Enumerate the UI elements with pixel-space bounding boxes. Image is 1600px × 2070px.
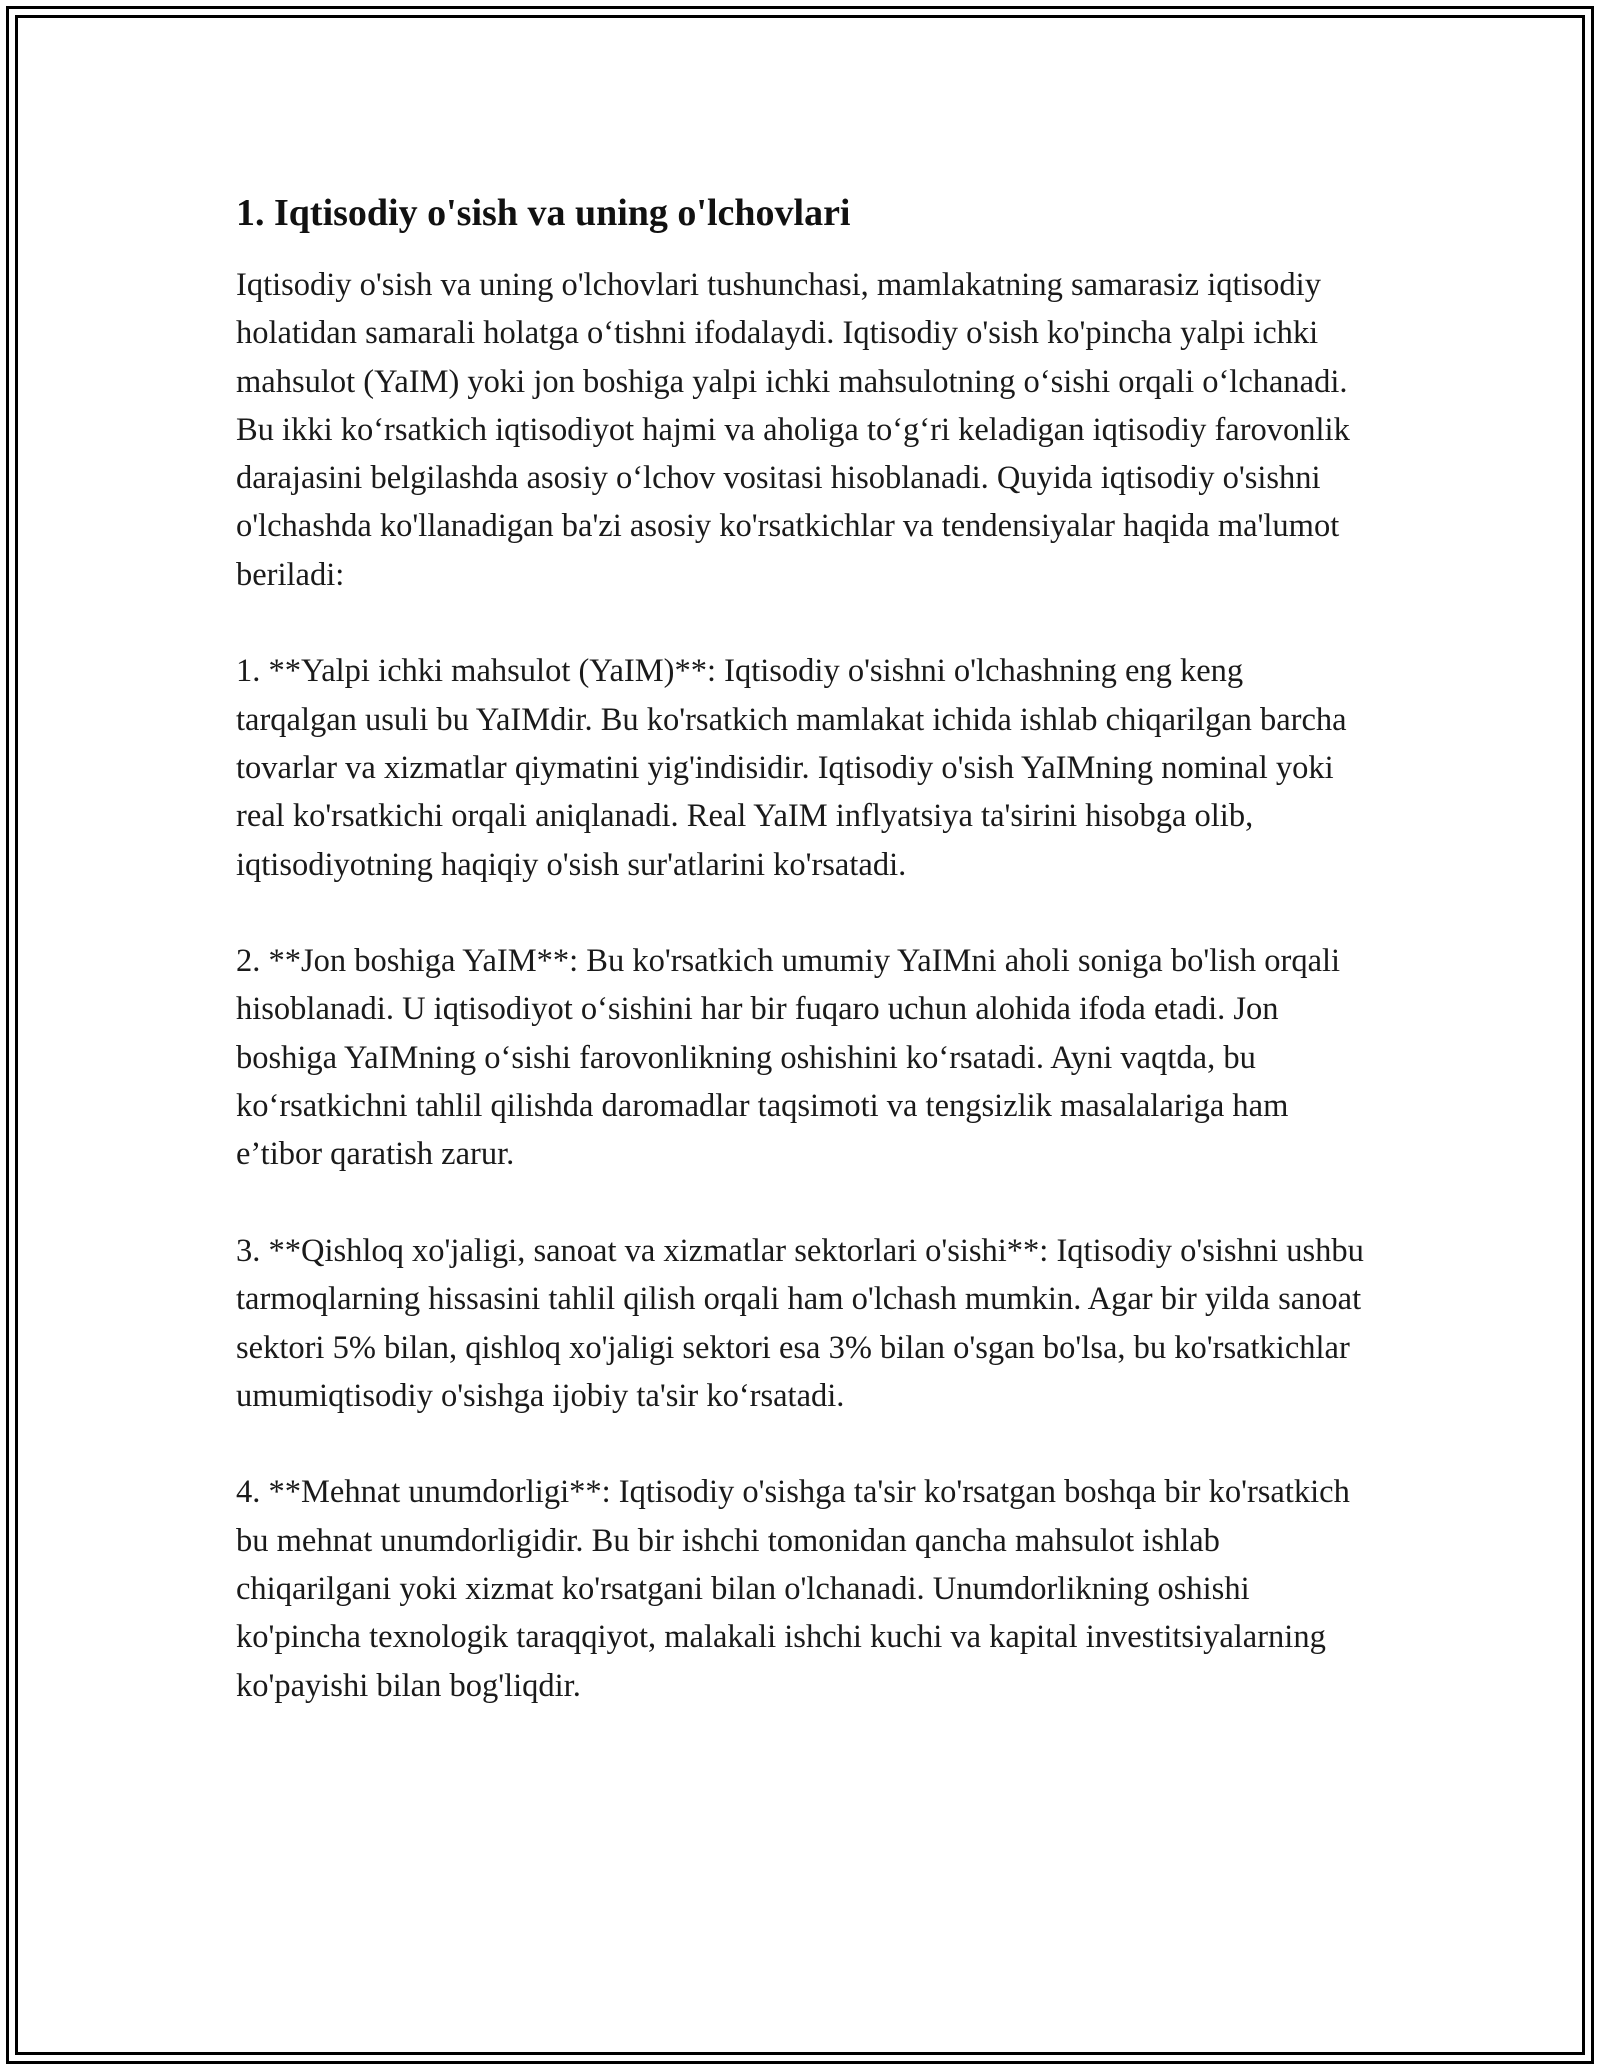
intro-paragraph: Iqtisodiy o'sish va uning o'lchovlari tushunchasi, mamlakatning samarasiz iqtisodiy holatidan samarali holatga o‘tishni ifodalaydi. Iqtisodiy o'sish ko'pincha yalpi ichki mahsulot (YaIM) yoki jon boshiga yalpi ichki mahsulotning o‘sishi orqali o‘lchanadi. Bu ikki ko‘rsatkich iqtisodiyot hajmi va aholiga to‘g‘ri keladigan iqtisodiy farovonlik darajasini belgilashda asosiy o‘lchov vositasi hisoblanadi. Quyida iqtisodiy o'sishni o'lchashda ko'llanadigan ba'zi asosiy ko'rsatkichlar va tendensiyalar haqida ma'lumot beriladi: [236, 267, 1350, 593]
list-item-gdp: 1. **Yalpi ichki mahsulot (YaIM)**: Iqtisodiy o'sishni o'lchashning eng keng tarqalgan usuli bu YaIMdir. Bu ko'rsatkich mamlakat ichida ishlab chiqarilgan barcha tovarlar va xizmatlar qiymatini yig'indisidir. Iqtisodiy o'sish YaIMning nominal yoki real ko'rsatkichi orqali aniqlanadi. Real YaIM inflyatsiya ta'sirini hisobga olib, iqtisodiyotning haqiqiy o'sish sur'atlarini ko'rsatadi. [236, 653, 1347, 883]
list-item-gdp-per-capita: 2. **Jon boshiga YaIM**: Bu ko'rsatkich umumiy YaIMni aholi soniga bo'lish orqali hisoblanadi. U iqtisodiyot o‘sishini har bir fuqaro uchun alohida ifoda etadi. Jon boshiga YaIMning o‘sishi farovonlikning oshishini ko‘rsatadi. Ayni vaqtda, bu ko‘rsatkichni tahlil qilishda daromadlar taqsimoti va tengsizlik masalalariga ham e’tibor qaratish zarur. [236, 943, 1341, 1173]
list-item-labor-productivity: 4. **Mehnat unumdorligi**: Iqtisodiy o'sishga ta'sir ko'rsatgan boshqa bir ko'rsatkich bu mehnat unumdorligidir. Bu bir ishchi tomonidan qancha mahsulot ishlab chiqarilgani yoki xizmat ko'rsatgani bilan o'lchanadi. Unumdorlikning oshishi ko'pincha texnologik taraqqiyot, malakali ishchi kuchi va kapital investitsiyalarning ko'payishi bilan bog'liqdir. [236, 1474, 1350, 1704]
list-item-sectors-growth: 3. **Qishloq xo'jaligi, sanoat va xizmatlar sektorlari o'sishi**: Iqtisodiy o'sishni ushbu tarmoqlarning hissasini tahlil qilish orqali ham o'lchash mumkin. Agar bir yilda sanoat sektori 5% bilan, qishloq xo'jaligi sektori esa 3% bilan o'sgan bo'lsa, bu ko'rsatkichlar umumiqtisodiy o'sishga ijobiy ta'sir ko‘rsatadi. [236, 1232, 1364, 1414]
section-heading: 1. Iqtisodiy o'sish va uning o'lchovlari [236, 192, 851, 234]
document-body [236, 185, 1371, 1758]
